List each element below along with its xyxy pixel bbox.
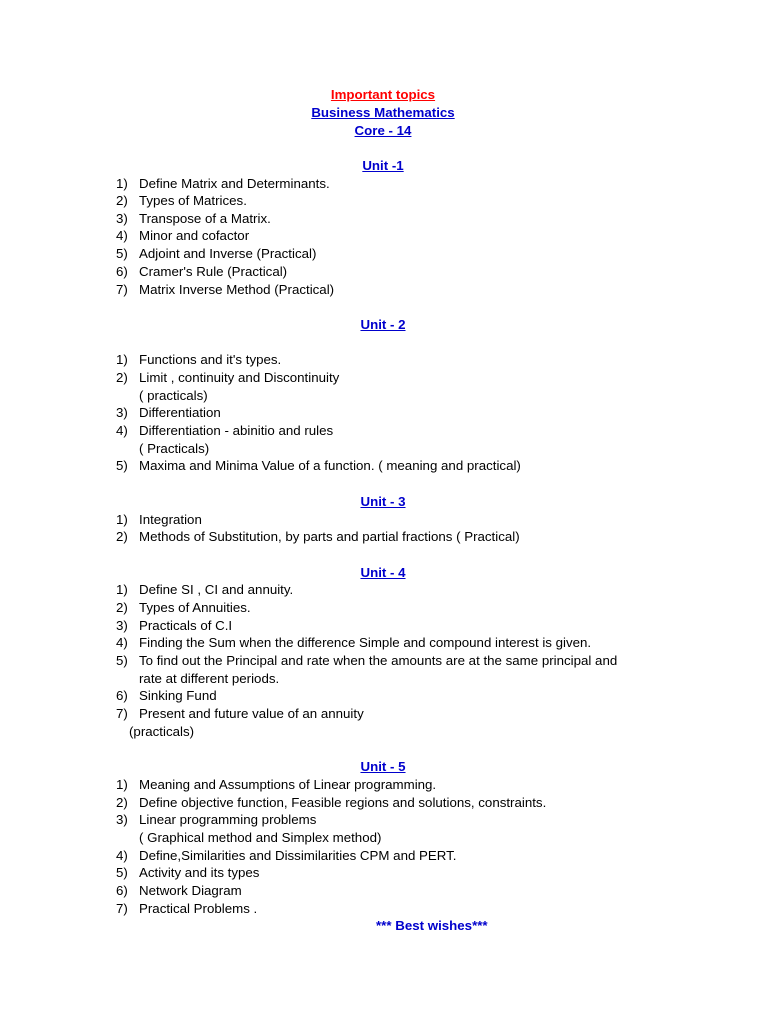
item-number: 1) bbox=[116, 582, 128, 597]
item-text: Transpose of a Matrix. bbox=[139, 211, 271, 226]
item-number: 1) bbox=[116, 512, 128, 527]
item-text: Types of Matrices. bbox=[139, 193, 247, 208]
item-number: 3) bbox=[116, 812, 128, 827]
item-number: 1) bbox=[116, 176, 128, 191]
item-continuation: ( practicals) bbox=[139, 388, 208, 403]
item-number: 2) bbox=[116, 795, 128, 810]
item-number: 4) bbox=[116, 228, 128, 243]
item-text: Sinking Fund bbox=[139, 688, 217, 703]
item-number: 5) bbox=[116, 458, 128, 473]
item-continuation: (practicals) bbox=[129, 724, 195, 739]
document-title: Important topics bbox=[330, 87, 436, 102]
unit-2-heading: Unit - 2 bbox=[360, 317, 406, 332]
item-number: 4) bbox=[116, 423, 128, 438]
item-number: 3) bbox=[116, 618, 128, 633]
item-text: Linear programming problems bbox=[139, 812, 317, 827]
item-text: Minor and cofactor bbox=[139, 228, 250, 243]
item-continuation: rate at different periods. bbox=[139, 671, 280, 686]
best-wishes-footer: *** Best wishes*** bbox=[376, 918, 488, 933]
item-continuation: ( Practicals) bbox=[139, 441, 210, 456]
item-number: 3) bbox=[116, 211, 128, 226]
item-text: Limit , continuity and Discontinuity bbox=[139, 370, 340, 385]
item-text: Adjoint and Inverse (Practical) bbox=[139, 246, 317, 261]
item-text: Types of Annuities. bbox=[139, 600, 251, 615]
item-text: Integration bbox=[139, 512, 202, 527]
item-number: 3) bbox=[116, 405, 128, 420]
item-text: Activity and its types bbox=[139, 865, 260, 880]
item-number: 1) bbox=[116, 352, 128, 367]
item-number: 7) bbox=[116, 282, 128, 297]
item-text: Matrix Inverse Method (Practical) bbox=[139, 282, 335, 297]
item-number: 2) bbox=[116, 370, 128, 385]
item-text: Meaning and Assumptions of Linear programming. bbox=[139, 777, 437, 792]
item-text: Define SI , CI and annuity. bbox=[139, 582, 294, 597]
item-text: To find out the Principal and rate when the amounts are at the same principal and bbox=[139, 653, 618, 668]
item-number: 2) bbox=[116, 529, 128, 544]
item-continuation: ( Graphical method and Simplex method) bbox=[139, 830, 382, 845]
item-text: Differentiation bbox=[139, 405, 221, 420]
item-text: Define,Similarities and Dissimilarities CPM and PERT. bbox=[139, 848, 457, 863]
item-number: 5) bbox=[116, 865, 128, 880]
item-number: 1) bbox=[116, 777, 128, 792]
subject-title: Business Mathematics bbox=[311, 105, 455, 120]
item-text: Network Diagram bbox=[139, 883, 242, 898]
item-number: 4) bbox=[116, 848, 128, 863]
item-number: 6) bbox=[116, 264, 128, 279]
item-text: Maxima and Minima Value of a function. ( meaning and practical) bbox=[139, 458, 521, 473]
item-text: Methods of Substitution, by parts and partial fractions ( Practical) bbox=[139, 529, 520, 544]
unit-4-heading: Unit - 4 bbox=[360, 565, 406, 580]
core-title: Core - 14 bbox=[354, 123, 412, 138]
item-number: 6) bbox=[116, 883, 128, 898]
item-text: Practicals of C.I bbox=[139, 618, 233, 633]
unit-3-heading: Unit - 3 bbox=[360, 494, 406, 509]
item-text: Cramer's Rule (Practical) bbox=[139, 264, 288, 279]
item-text: Differentiation - abinitio and rules bbox=[139, 423, 334, 438]
item-number: 7) bbox=[116, 706, 128, 721]
item-text: Define Matrix and Determinants. bbox=[139, 176, 330, 191]
unit-5-heading: Unit - 5 bbox=[360, 759, 406, 774]
item-number: 4) bbox=[116, 635, 128, 650]
item-text: Functions and it's types. bbox=[139, 352, 282, 367]
item-number: 2) bbox=[116, 193, 128, 208]
item-text: Finding the Sum when the difference Simple and compound interest is given. bbox=[139, 635, 592, 650]
item-text: Practical Problems . bbox=[139, 901, 258, 916]
item-number: 6) bbox=[116, 688, 128, 703]
item-number: 2) bbox=[116, 600, 128, 615]
item-number: 7) bbox=[116, 901, 128, 916]
unit-1-heading: Unit -1 bbox=[362, 158, 404, 173]
item-text: Present and future value of an annuity bbox=[139, 706, 364, 721]
item-number: 5) bbox=[116, 653, 128, 668]
item-number: 5) bbox=[116, 246, 128, 261]
item-text: Define objective function, Feasible regions and solutions, constraints. bbox=[139, 795, 547, 810]
